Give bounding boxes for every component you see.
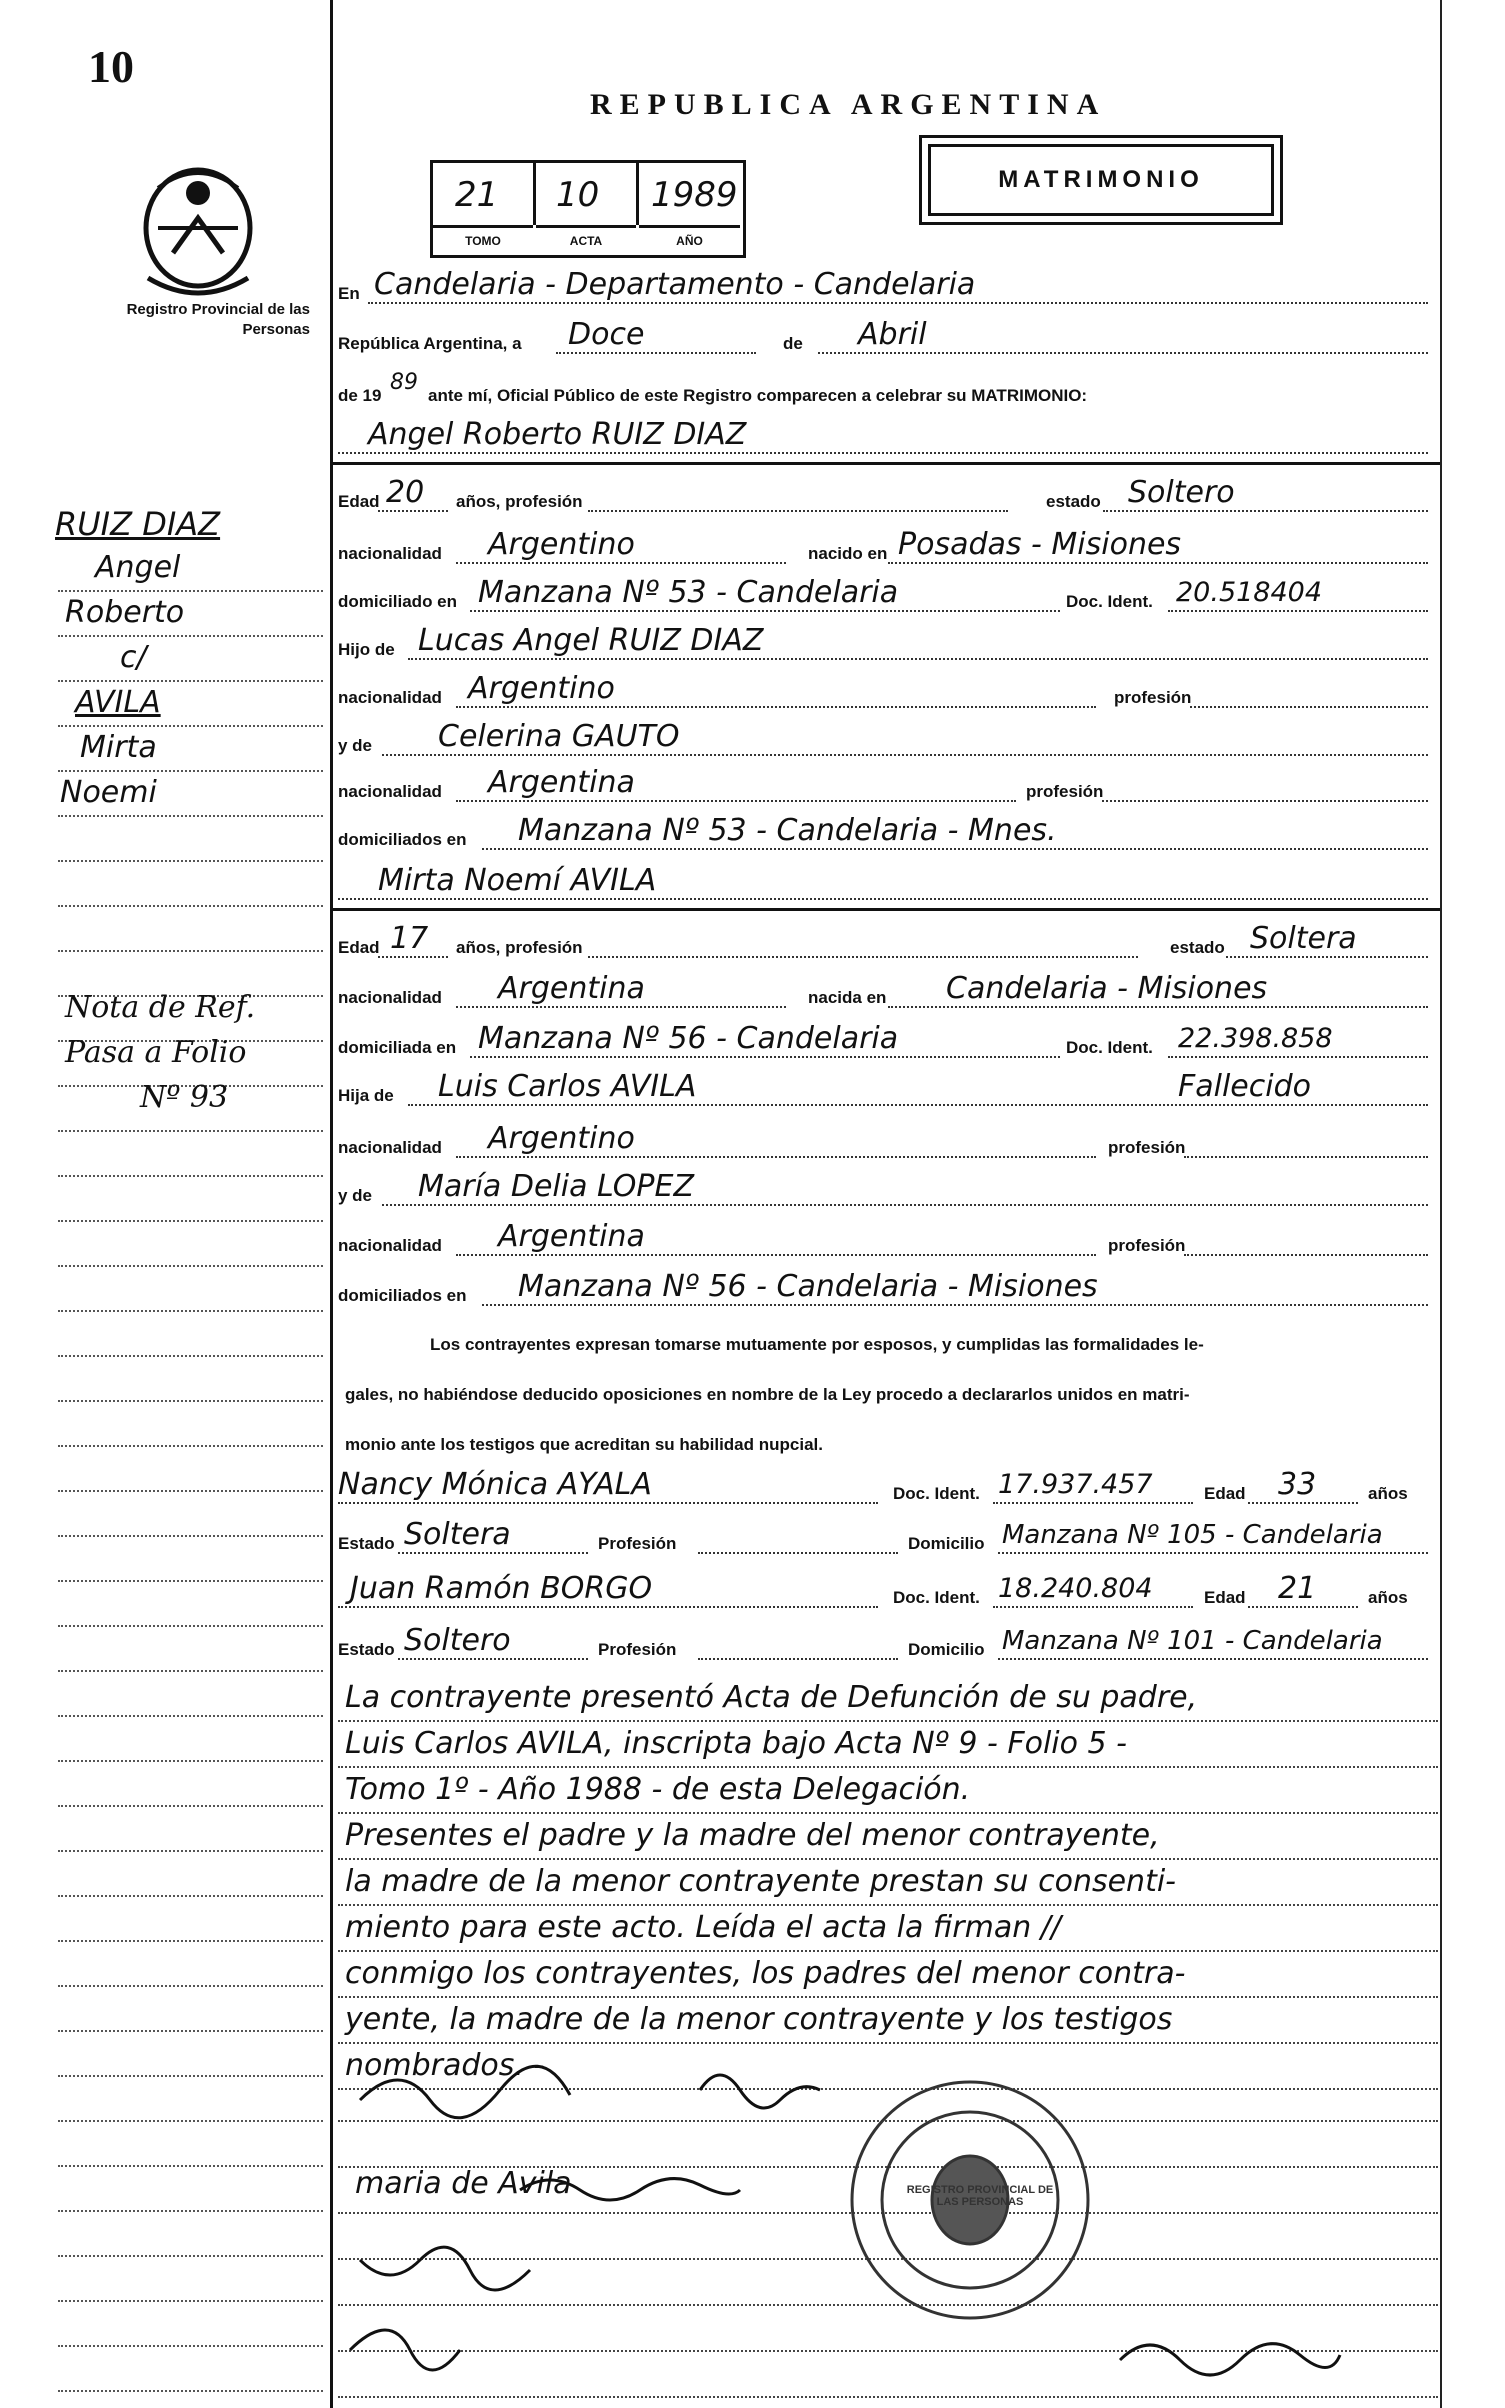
witness-2-edad: 21 xyxy=(1278,1571,1317,1606)
margin-bride-first-name: Mirta xyxy=(80,730,157,765)
margin-rule xyxy=(58,2210,323,2212)
groom-father-nationality-row: nacionalidad Argentino profesión xyxy=(338,674,1438,710)
groom-father-nacionalidad: Argentino xyxy=(468,671,615,706)
witness-2-row: Juan Ramón BORGO Doc. Ident. 18.240.804 Edad 21 años xyxy=(338,1574,1438,1610)
margin-rule xyxy=(58,1760,323,1762)
left-margin-rule xyxy=(330,0,333,2408)
year-value: 89 xyxy=(390,370,418,395)
signatures-area xyxy=(340,2060,1440,2400)
groom-nacido-en: Posadas - Misiones xyxy=(898,527,1182,562)
signature-groom-father xyxy=(700,2075,820,2108)
groom-name-row xyxy=(338,417,1438,456)
bride-domicilio: Manzana Nº 56 - Candelaria xyxy=(478,1021,899,1056)
signature-text: maria de Avila xyxy=(355,2166,572,2201)
groom-estado: Soltero xyxy=(1128,475,1235,510)
tomo-value: 21 xyxy=(455,175,499,215)
page-number: 10 xyxy=(88,41,134,92)
margin-rule xyxy=(58,770,323,772)
margin-rule xyxy=(58,1355,323,1357)
groom-mother: Celerina GAUTO xyxy=(438,719,680,754)
margin-rule xyxy=(58,2390,323,2392)
note-line: yente, la madre de la menor contrayente y los testigos xyxy=(345,2002,1173,2037)
bride-age-row: Edad 17 años, profesión estado Soltera xyxy=(338,924,1438,960)
note-rule xyxy=(338,1858,1438,1860)
right-margin-rule xyxy=(1440,0,1442,2408)
margin-rule xyxy=(58,1445,323,1447)
witness-2-doc: 18.240.804 xyxy=(998,1573,1153,1604)
groom-nacionalidad: Argentino xyxy=(488,527,635,562)
groom-edad: 20 xyxy=(386,475,425,510)
margin-rule xyxy=(58,1265,323,1267)
bride-parents-domicilio: Manzana Nº 56 - Candelaria - Misiones xyxy=(518,1269,1098,1304)
groom-parents-domicile-row: domiciliados en Manzana Nº 53 - Candelaria - Mnes. xyxy=(338,816,1438,852)
bride-mother: María Delia LOPEZ xyxy=(418,1169,695,1204)
coat-of-arms-icon xyxy=(128,158,268,298)
bride-father-row: Hija de Luis Carlos AVILA Fallecido xyxy=(338,1072,1438,1108)
bride-nacida-en: Candelaria - Misiones xyxy=(946,971,1268,1006)
bride-mother-row: y de María Delia LOPEZ xyxy=(338,1172,1438,1208)
bride-estado: Soltera xyxy=(1250,921,1357,956)
signature-official xyxy=(1120,2344,1340,2375)
margin-rule xyxy=(58,1670,323,1672)
margin-rule xyxy=(58,1400,323,1402)
margin-rule xyxy=(58,590,323,592)
acta-label: ACTA xyxy=(536,225,636,254)
month-value: Abril xyxy=(858,317,927,352)
note-rule xyxy=(338,1720,1438,1722)
anio-label: AÑO xyxy=(639,225,740,254)
margin-rule xyxy=(58,2300,323,2302)
witness-1-row: Nancy Mónica AYALA Doc. Ident. 17.937.457 Edad 33 años xyxy=(338,1467,1408,1503)
margin-rule xyxy=(58,905,323,907)
witness-1-estado: Soltera xyxy=(404,1517,511,1552)
witness-1-status-row: Estado Soltera Profesión Domicilio Manzana Nº 105 - Candelaria xyxy=(338,1520,1438,1556)
bride-father: Luis Carlos AVILA xyxy=(438,1069,697,1104)
tomo-acta-anio-box xyxy=(430,160,746,258)
groom-parents-domicilio: Manzana Nº 53 - Candelaria - Mnes. xyxy=(518,813,1057,848)
note-line: Tomo 1º - Año 1988 - de esta Delegación. xyxy=(345,1772,971,1807)
bride-nacionalidad: Argentina xyxy=(498,971,645,1006)
margin-rule xyxy=(58,1175,323,1177)
day-value: Doce xyxy=(568,317,645,352)
margin-rule xyxy=(58,1940,323,1942)
witness-1-name: Nancy Mónica AYALA xyxy=(338,1467,652,1502)
margin-rule xyxy=(58,1490,323,1492)
margin-rule xyxy=(58,1580,323,1582)
groom-doc: 20.518404 xyxy=(1176,577,1323,608)
groom-mother-nationality-row: nacionalidad Argentina profesión xyxy=(338,768,1438,804)
bride-parents-domicile-row: domiciliados en Manzana Nº 56 - Candelaria - Misiones xyxy=(338,1272,1438,1308)
witness-2-domicilio: Manzana Nº 101 - Candelaria xyxy=(1002,1626,1383,1656)
groom-father-row: Hijo de Lucas Angel RUIZ DIAZ xyxy=(338,626,1438,662)
note-line: nombrados. - xyxy=(345,2048,545,2083)
stamp-text: REGISTRO PROVINCIAL DE LAS PERSONAS xyxy=(906,2184,1054,2208)
note-rule xyxy=(338,1996,1438,1998)
margin-rule xyxy=(58,1535,323,1537)
note-line: la madre de la menor contrayente prestan su consenti- xyxy=(345,1864,1176,1899)
intro-date-row: República Argentina, a Doce de Abril xyxy=(338,320,1438,356)
margin-rule xyxy=(58,1715,323,1717)
margin-conjunction: c/ xyxy=(120,640,147,675)
reference-note-1: Nota de Ref. xyxy=(65,990,256,1025)
groom-domicile-row: domiciliado en Manzana Nº 53 - Candelaria Doc. Ident. 20.518404 xyxy=(338,578,1438,614)
groom-mother-row: y de Celerina GAUTO xyxy=(338,722,1438,758)
declaration-line-1: Los contrayentes expresan tomarse mutuamente por esposos, y cumplidas las formalidades le- xyxy=(430,1335,1204,1354)
bride-nationality-row: nacionalidad Argentina nacida en Candelaria - Misiones xyxy=(338,974,1438,1010)
margin-rule xyxy=(58,725,323,727)
bride-mother-nacionalidad: Argentina xyxy=(498,1219,645,1254)
note-line: Luis Carlos AVILA, inscripta bajo Acta Nº 9 - Folio 5 - xyxy=(345,1726,1127,1761)
margin-rule xyxy=(58,1220,323,1222)
groom-nationality-row: nacionalidad Argentino nacido en Posadas - Misiones xyxy=(338,530,1438,566)
signature-witness xyxy=(350,2330,460,2370)
margin-rule xyxy=(58,1310,323,1312)
margin-rule xyxy=(58,1625,323,1627)
place-value: Candelaria - Departamento - Candelaria xyxy=(374,267,976,302)
margin-rule xyxy=(58,1985,323,1987)
margin-first-name: Angel xyxy=(95,550,181,585)
margin-bride-surname: AVILA xyxy=(75,685,161,720)
margin-rule xyxy=(58,2120,323,2122)
witness-1-edad: 33 xyxy=(1278,1467,1317,1502)
tomo-label: TOMO xyxy=(433,225,533,254)
note-rule xyxy=(338,1950,1438,1952)
statement-text: ante mí, Oficial Público de este Registro comparecen a celebrar su MATRIMONIO: xyxy=(428,386,1088,405)
margin-rule xyxy=(58,1850,323,1852)
margin-rule xyxy=(58,950,323,952)
note-rule xyxy=(338,2042,1438,2044)
witness-1-doc: 17.937.457 xyxy=(998,1469,1153,1500)
intro-year-row: de 19 89 ante mí, Oficial Público de este Registro comparecen a celebrar su MATRIMONIO: xyxy=(338,372,1438,408)
note-rule xyxy=(338,1766,1438,1768)
note-rule xyxy=(338,1904,1438,1906)
registry-label: Registro Provincial de las Personas xyxy=(126,301,310,338)
reference-note-2: Pasa a Folio xyxy=(65,1035,247,1070)
bride-name: Mirta Noemí AVILA xyxy=(378,863,657,898)
margin-rule xyxy=(58,680,323,682)
groom-name: Angel Roberto RUIZ DIAZ xyxy=(368,417,747,452)
witness-2-status-row: Estado Soltero Profesión Domicilio Manzana Nº 101 - Candelaria xyxy=(338,1626,1438,1662)
margin-rule xyxy=(58,2345,323,2347)
margin-rule xyxy=(58,2165,323,2167)
margin-rule xyxy=(58,815,323,817)
margin-rule xyxy=(58,1130,323,1132)
bride-mother-nationality-row: nacionalidad Argentina profesión xyxy=(338,1222,1438,1258)
anio-value: 1989 xyxy=(651,175,738,215)
intro-place-row: En Candelaria - Departamento - Candelaria xyxy=(338,270,1438,306)
signature-groom xyxy=(360,2066,570,2118)
bride-father-status: Fallecido xyxy=(1178,1069,1311,1104)
note-line: La contrayente presentó Acta de Defunción de su padre, xyxy=(345,1680,1198,1715)
margin-surname: RUIZ DIAZ xyxy=(55,505,221,543)
margin-rule xyxy=(58,2255,323,2257)
groom-mother-nacionalidad: Argentina xyxy=(488,765,635,800)
margin-second-name: Roberto xyxy=(65,595,185,630)
margin-rule xyxy=(58,1895,323,1897)
margin-rule xyxy=(58,1805,323,1807)
groom-age-row: Edad 20 años, profesión estado Soltero xyxy=(338,478,1438,514)
witness-1-domicilio: Manzana Nº 105 - Candelaria xyxy=(1002,1520,1383,1550)
page-title: REPUBLICA ARGENTINA xyxy=(590,88,1107,121)
witness-2-name: Juan Ramón BORGO xyxy=(350,1571,653,1606)
groom-domicilio: Manzana Nº 53 - Candelaria xyxy=(478,575,899,610)
witness-2-estado: Soltero xyxy=(404,1623,511,1658)
margin-bride-second-name: Noemi xyxy=(60,775,157,810)
bride-father-nacionalidad: Argentino xyxy=(488,1121,635,1156)
declaration-line-2: gales, no habiéndose deducido oposiciones en nombre de la Ley procedo a declararlos unidos en matri- xyxy=(345,1385,1190,1404)
bride-name-row xyxy=(338,863,1438,902)
note-line: Presentes el padre y la madre del menor contrayente, xyxy=(345,1818,1160,1853)
bride-edad: 17 xyxy=(390,921,429,956)
bride-doc: 22.398.858 xyxy=(1178,1023,1333,1054)
signature-bride-mother xyxy=(360,2247,530,2290)
note-line: conmigo los contrayentes, los padres del menor contra- xyxy=(345,1956,1186,1991)
bride-father-nationality-row: nacionalidad Argentino profesión xyxy=(338,1124,1438,1160)
declaration-line-3: monio ante los testigos que acreditan su habilidad nupcial. xyxy=(345,1435,823,1454)
margin-rule xyxy=(58,860,323,862)
bride-domicile-row: domiciliada en Manzana Nº 56 - Candelaria Doc. Ident. 22.398.858 xyxy=(338,1024,1438,1060)
acta-value: 10 xyxy=(556,175,600,215)
document-type-box: MATRIMONIO xyxy=(928,144,1274,216)
groom-father: Lucas Angel RUIZ DIAZ xyxy=(418,623,764,658)
margin-rule xyxy=(58,2030,323,2032)
note-rule xyxy=(338,1812,1438,1814)
margin-rule xyxy=(58,635,323,637)
reference-note-3: Nº 93 xyxy=(140,1080,229,1115)
note-line: miento para este acto. Leída el acta la firman // xyxy=(345,1910,1061,1945)
margin-rule xyxy=(58,2075,323,2077)
